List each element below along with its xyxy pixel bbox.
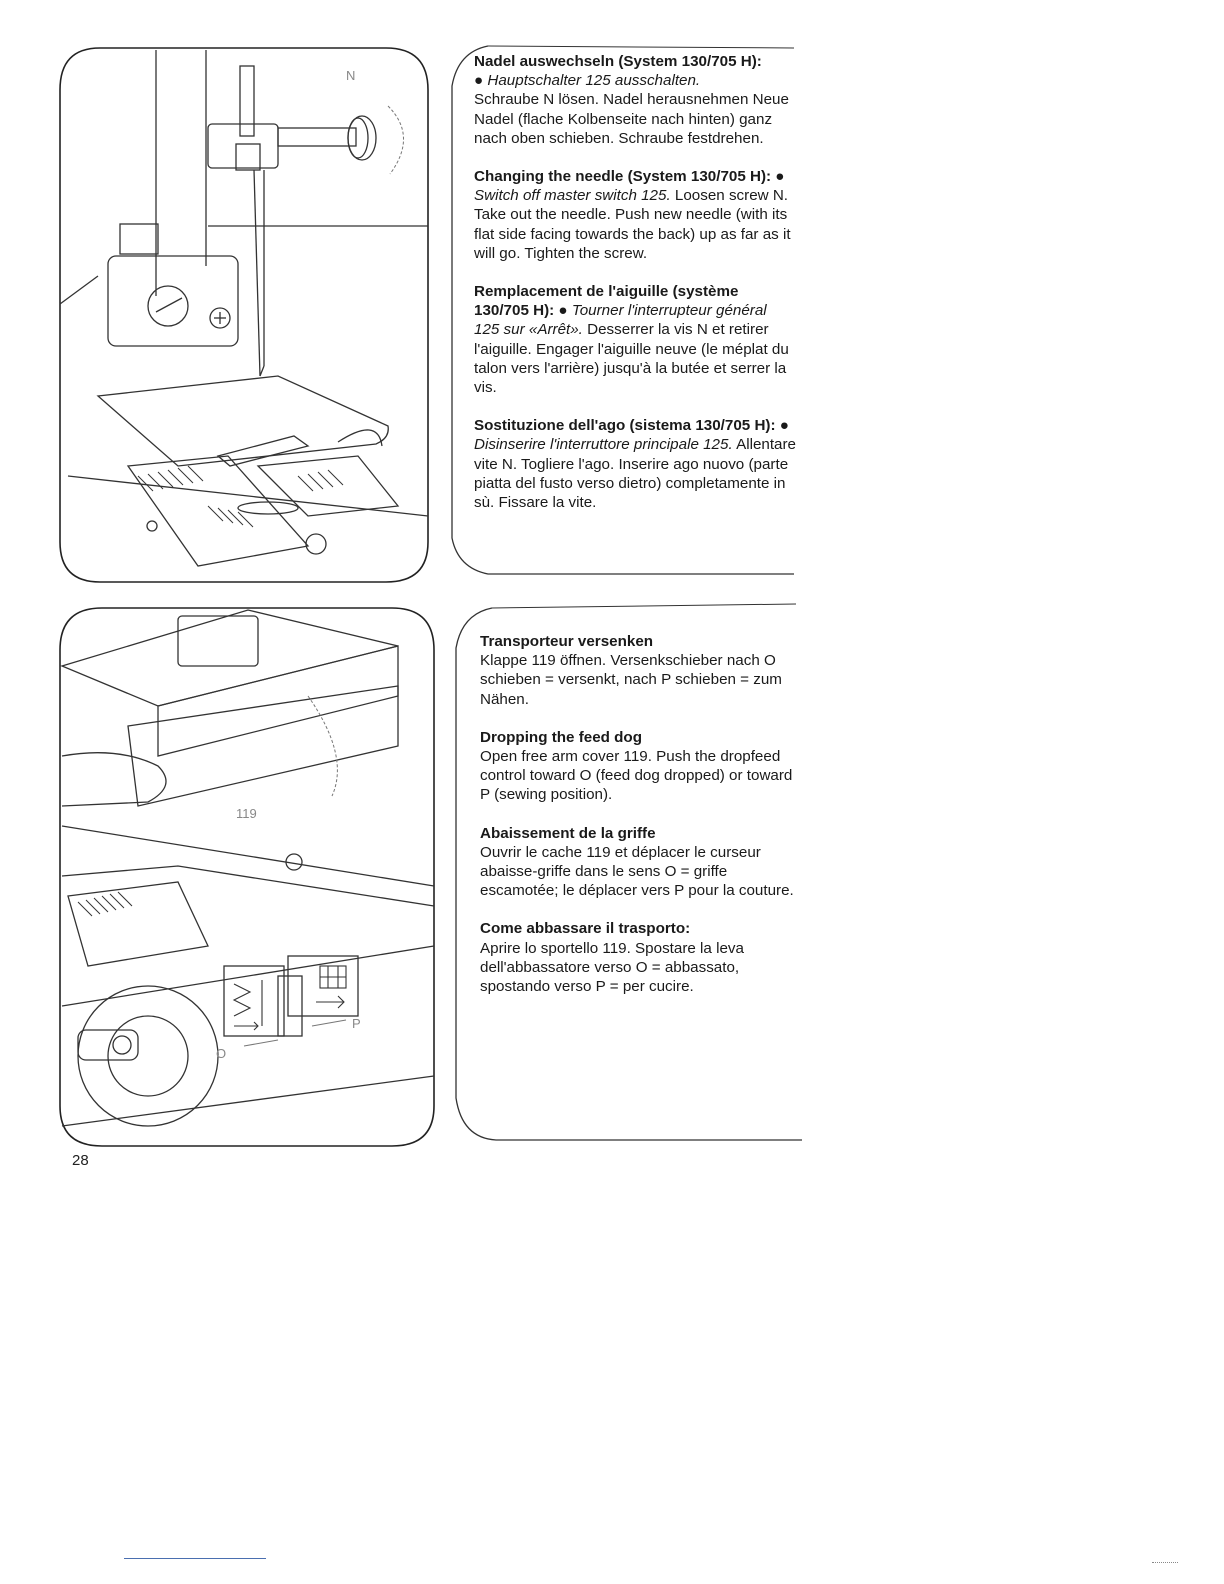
- needle-change-text: [474, 52, 796, 531]
- section-it-needle: [474, 416, 796, 512]
- label-screw-n: N: [346, 68, 356, 83]
- section-it-feed: [480, 919, 802, 996]
- lead-de-needle: ● Hauptschalter 125 ausschalten.: [474, 72, 701, 90]
- page-number: 28: [72, 1152, 89, 1169]
- feed-dog-text: [480, 632, 802, 1015]
- needle-change-drawing: [58, 46, 430, 584]
- section-de-needle: [474, 52, 796, 148]
- body-it-needle: Allentare vite N. Togliere l'ago. Inserire ago nuovo (parte piatta del fusto verso dietro) completamente in sù. Fissare la vite.: [474, 436, 797, 512]
- section-fr-feed: [480, 824, 802, 901]
- heading-de-feed: Transporteur versenken: [480, 633, 654, 650]
- label-cover-119: 119: [236, 806, 257, 821]
- heading-en-feed: Dropping the feed dog: [480, 728, 642, 746]
- heading-de-needle: Nadel auswechseln (System 130/705 H):: [474, 53, 762, 70]
- feed-dog-illustration: [58, 606, 436, 1148]
- feed-dog-drawing: [58, 606, 436, 1148]
- heading-en-needle: Changing the needle (System 130/705 H): ●: [474, 168, 785, 186]
- label-p: P: [352, 1016, 361, 1031]
- body-en-feed: Open free arm cover 119. Push the dropfeed control toward O (feed dog dropped) or toward P (sewing position).: [480, 748, 793, 804]
- body-de-feed: Klappe 119 öffnen. Versenkschieber nach O schieben = versenkt, nach P schieben = zum Nähen.: [480, 652, 782, 708]
- section-en-feed: [480, 728, 802, 805]
- needle-change-illustration: [58, 46, 430, 584]
- lead-en-needle: Switch off master switch 125.: [474, 187, 671, 205]
- section-en-needle: [474, 167, 796, 263]
- body-fr-needle: Desserrer la vis N et retirer l'aiguille. Engager l'aiguille neuve (le méplat du talon vers l'arrière) jusqu'à la butée et serrer la vis.: [474, 321, 789, 397]
- feed-dog-instructions: [452, 602, 804, 1142]
- heading-it-needle: Sostituzione dell'ago (sistema 130/705 H): ●: [474, 417, 789, 435]
- section-de-feed: [480, 632, 802, 709]
- footer-rule: [124, 1558, 266, 1559]
- body-fr-feed: Ouvrir le cache 119 et déplacer le curseur abaisse-griffe dans le sens O = griffe escamotée; le déplacer vers P pour la couture.: [480, 843, 794, 900]
- lead-it-needle: Disinserire l'interruttore principale 125.: [474, 436, 733, 454]
- body-en-needle: Loosen screw N. Take out the needle. Push new needle (with its flat side facing towards the back) up as far as it will go. Tighten the screw.: [474, 187, 791, 262]
- body-it-feed: Aprire lo sportello 119. Spostare la leva dell'abbassatore verso O = abbassato, spostando verso P = per cucire.: [480, 939, 744, 996]
- heading-fr-feed: Abaissement de la griffe: [480, 824, 656, 842]
- body-de-needle: Schraube N lösen. Nadel herausnehmen Neue Nadel (flache Kolbenseite nach hinten) ganz nach oben schieben. Schraube festdrehen.: [474, 91, 789, 147]
- footer-dots: [1152, 1562, 1178, 1563]
- needle-change-instructions: [448, 38, 798, 578]
- heading-fr-needle: Remplacement de l'aiguille (système 130/705 H): ●: [474, 283, 739, 320]
- lead-fr-needle: Tourner l'interrupteur général 125 sur «Arrêt».: [474, 302, 767, 339]
- section-fr-needle: [474, 282, 796, 397]
- heading-it-feed: Come abbassare il trasporto:: [480, 920, 691, 938]
- label-o: O: [216, 1046, 227, 1061]
